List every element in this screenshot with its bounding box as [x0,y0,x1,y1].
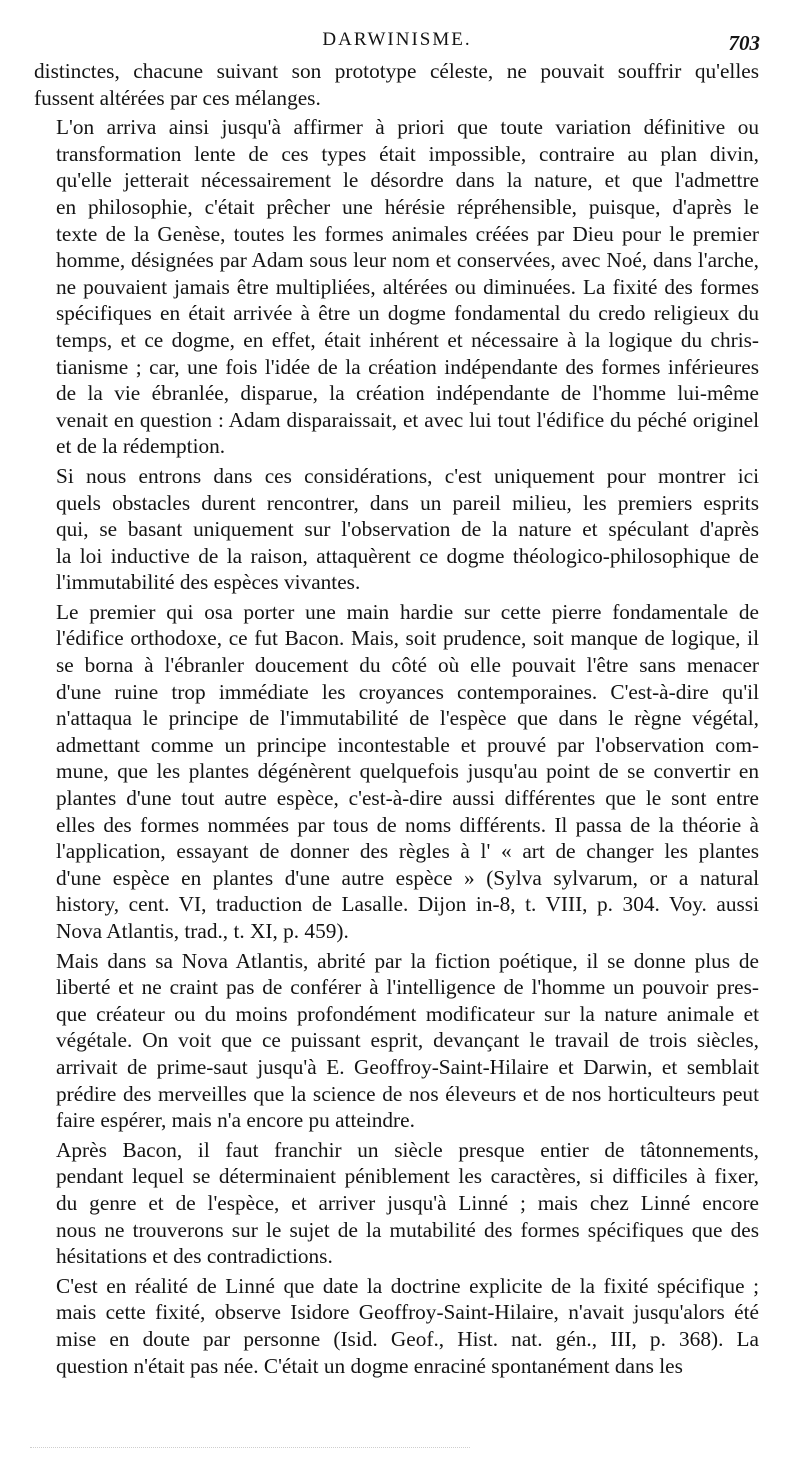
text-line: mais cette fixité, observe Isidore Geoffroy-Saint-Hilaire, n'avait jusqu'alors été [56,1300,759,1325]
text-line: d'une ruine trop immédiate les croyances contemporaines. C'est-à-dire qu'il [56,679,759,704]
text-line: du genre et de l'espèce, et arriver jusqu'à Linné ; mais chez Linné encore [56,1190,759,1215]
body-text [34,58,759,1382]
text-line: de la vie ébranlée, disparue, la création indépendante de l'homme lui-même [56,381,759,406]
text-line: distinctes, chacune suivant son prototype céleste, ne pouvait souffrir qu'elles [34,59,759,83]
text-line: tianisme ; car, une fois l'idée de la création indépendante des formes inférieures [56,354,759,379]
paragraph [34,114,759,460]
text-line: arrivait de prime-saut jusqu'à E. Geoffroy-Saint-Hilaire et Darwin, et semblait [56,1054,759,1079]
text-line: quels obstacles durent rencontrer, dans un pareil milieu, les premiers esprits [56,490,759,515]
text-line: elles des formes nommées par tous de noms différents. Il passa de la théorie à [56,812,759,837]
text-line: liberté et ne craint pas de conférer à l'intelligence de l'homme un pouvoir pres- [56,975,759,1000]
text-line: prédire des merveilles que la science de nos éleveurs et de nos horticulteurs peut [56,1081,759,1106]
text-line: d'une espèce en plantes d'une autre espèce » (Sylva sylvarum, or a natural [56,865,759,890]
text-line: history, cent. VI, traduction de Lasalle. Dijon in-8, t. VIII, p. 304. Voy. aussi [56,892,759,917]
text-line: l'application, essayant de donner des règles à l' « art de changer les plantes [56,839,759,864]
text-line: mise en doute par personne (Isid. Geof., Hist. nat. gén., III, p. 368). La [56,1326,759,1351]
text-line: Si nous entrons dans ces considérations, c'est uniquement pour montrer ici [56,463,759,488]
paragraph [34,463,759,596]
text-line: qui, se basant uniquement sur l'observation de la nature et spéculant d'après [56,517,759,542]
text-line: et de la rédemption. [56,434,226,459]
text-line: ne pouvaient jamais être multipliées, altérées ou diminuées. La fixité des formes [56,274,759,299]
text-line: admettant comme un principe incontestable et prouvé par l'observation com- [56,732,759,757]
text-line: végétale. On voit que ce puissant esprit, devançant le travail de trois siècles, [56,1028,759,1053]
text-line: nous ne trouverons sur le sujet de la mutabilité des formes spécifiques que des [56,1217,759,1242]
text-line: transformation lente de ces types était impossible, contraire au plan divin, [56,141,759,166]
page-number: 703 [728,31,760,55]
text-line: question n'était pas née. C'était un dogme enraciné spontanément dans les [56,1353,683,1378]
footer-artifact [30,1447,470,1454]
paragraph [34,948,759,1134]
text-line: pendant lequel se déterminaient péniblement les caractères, si difficiles à fixer, [56,1164,759,1189]
text-line: L'on arriva ainsi jusqu'à affirmer à priori que toute variation définitive ou [56,115,759,140]
text-line: fussent altérées par ces mélanges. [34,85,321,110]
text-line: temps, et ce dogme, en effet, était inhérent et nécessaire à la logique du chris- [56,327,759,352]
text-line: en philosophie, c'était prêcher une hérésie répréhensible, puisque, d'après le [56,194,759,219]
text-line: venait en question : Adam disparaissait, et avec lui tout l'édifice du péché originel [56,407,759,432]
paragraph [34,58,759,111]
text-line: mune, que les plantes dégénèrent quelquefois jusqu'au point de se convertir en [56,759,759,784]
text-line: Le premier qui osa porter une main hardie sur cette pierre fondamentale de [56,599,759,624]
text-line: se borna à l'ébranler doucement du côté où elle pouvait l'être sans menacer [56,653,759,678]
text-line: que créateur ou du moins profondément modificateur sur la nature animale et [56,1001,759,1026]
paragraph [34,1137,759,1270]
text-line: la loi inductive de la raison, attaquèrent ce dogme théologico-philosophique de [56,543,759,568]
page-header [34,27,760,53]
text-line: l'édifice orthodoxe, ce fut Bacon. Mais, soit prudence, soit manque de logique, il [56,626,759,651]
paragraph [34,1273,759,1379]
text-line: Mais dans sa Nova Atlantis, abrité par la fiction poétique, il se donne plus de [56,948,759,973]
text-line: spécifiques en était arrivée à être un dogme fondamental du credo religieux du [56,301,759,326]
text-line: Après Bacon, il faut franchir un siècle presque entier de tâtonnements, [56,1137,759,1162]
text-line: homme, désignées par Adam sous leur nom et conservées, avec Noé, dans l'arche, [56,248,759,273]
text-line: l'immutabilité des espèces vivantes. [56,570,361,595]
text-line: plantes d'une tout autre espèce, c'est-à-dire aussi différentes que le sont entre [56,786,759,811]
text-line: texte de la Genèse, toutes les formes animales créées par Dieu pour le premier [56,221,759,246]
text-line: faire espérer, mais n'a encore pu atteindre. [56,1108,415,1133]
text-line: qu'elle jetterait nécessairement le désordre dans la nature, et que l'admettre [56,168,759,193]
text-line: n'attaqua le principe de l'immutabilité de l'espèce que dans le règne végétal, [56,706,759,731]
running-title: DARWINISME. [322,29,472,50]
paragraph [34,599,759,945]
text-line: C'est en réalité de Linné que date la doctrine explicite de la fixité spécifique ; [56,1273,759,1298]
text-line: hésitations et des contradictions. [56,1244,333,1269]
text-line: Nova Atlantis, trad., t. XI, p. 459). [56,919,349,943]
